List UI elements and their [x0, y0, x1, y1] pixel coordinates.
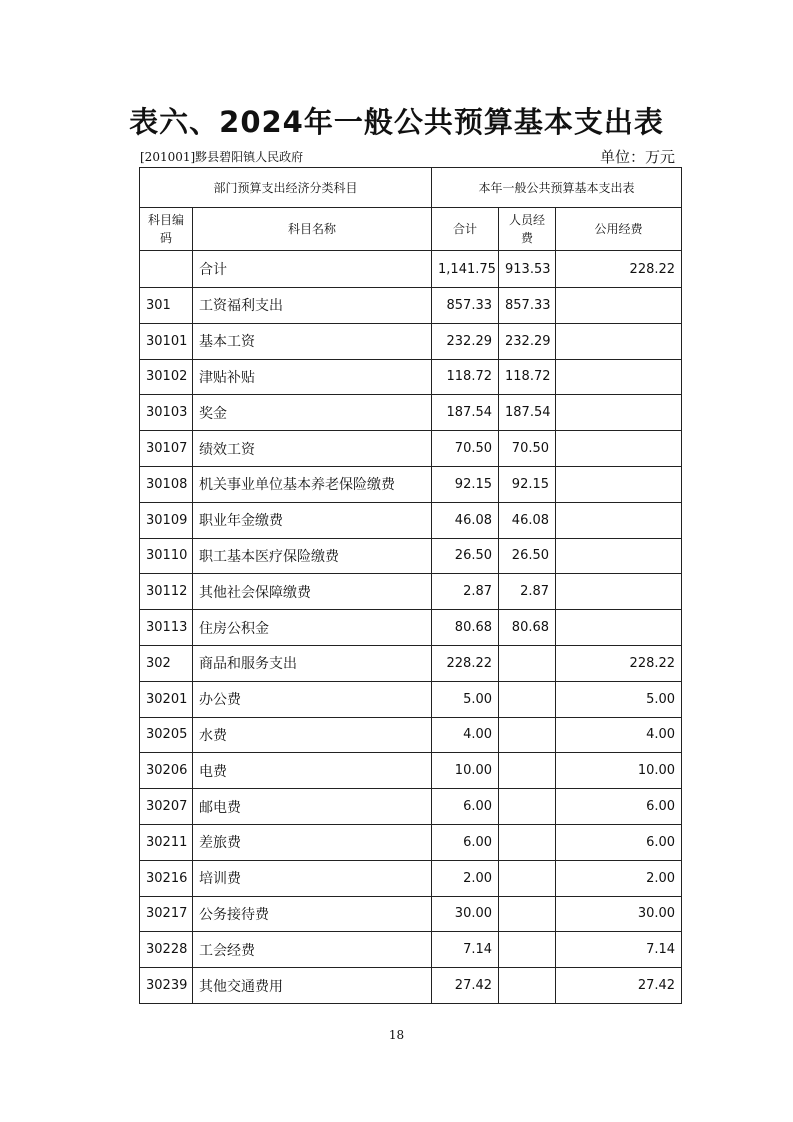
unit-label: 单位：万元: [599, 148, 675, 166]
row-public: [556, 574, 682, 610]
row-name: 津贴补贴: [193, 359, 432, 395]
row-personnel: 26.50: [499, 538, 556, 574]
table-row: [140, 968, 682, 1004]
row-code: 30110: [140, 538, 193, 574]
row-name: 差旅费: [193, 824, 432, 860]
row-public: 4.00: [556, 717, 682, 753]
row-name: 机关事业单位基本养老保险缴费: [193, 466, 432, 502]
row-public: [556, 538, 682, 574]
row-name: 其他社会保障缴费: [193, 574, 432, 610]
table-row: [140, 502, 682, 538]
row-code: 30102: [140, 359, 193, 395]
header-code: 科目编码: [140, 208, 193, 251]
table-row: [140, 645, 682, 681]
page-number: 18: [388, 1028, 405, 1042]
row-total: 5.00: [432, 681, 499, 717]
budget-table: [139, 167, 682, 1004]
total-public: 228.22: [556, 251, 682, 288]
row-public: 5.00: [556, 681, 682, 717]
row-public: 27.42: [556, 968, 682, 1004]
row-personnel: [499, 753, 556, 789]
row-public: [556, 466, 682, 502]
row-public: [556, 323, 682, 359]
table-header-column-row: [140, 208, 682, 251]
organization-label: [201001]黟县碧阳镇人民政府: [140, 150, 304, 164]
row-personnel: [499, 717, 556, 753]
row-public: 30.00: [556, 896, 682, 932]
row-public: 7.14: [556, 932, 682, 968]
header-public: 公用经费: [556, 208, 682, 251]
row-total: 30.00: [432, 896, 499, 932]
table-row: [140, 466, 682, 502]
row-code: 30101: [140, 323, 193, 359]
row-public: [556, 395, 682, 431]
row-total: 46.08: [432, 502, 499, 538]
row-total: 10.00: [432, 753, 499, 789]
header-name: 科目名称: [193, 208, 432, 251]
row-personnel: 118.72: [499, 359, 556, 395]
row-name: 奖金: [193, 395, 432, 431]
row-name: 培训费: [193, 860, 432, 896]
row-code: 302: [140, 645, 193, 681]
row-name: 电费: [193, 753, 432, 789]
table-row: [140, 717, 682, 753]
table-row: [140, 431, 682, 467]
row-public: [556, 502, 682, 538]
row-personnel: [499, 968, 556, 1004]
row-name: 工资福利支出: [193, 288, 432, 324]
total-row: [140, 251, 682, 288]
row-personnel: [499, 645, 556, 681]
table-row: [140, 574, 682, 610]
row-personnel: [499, 932, 556, 968]
row-public: 10.00: [556, 753, 682, 789]
table-row: [140, 681, 682, 717]
row-total: 187.54: [432, 395, 499, 431]
row-name: 公务接待费: [193, 896, 432, 932]
row-personnel: 2.87: [499, 574, 556, 610]
total-name: 合计: [193, 251, 432, 288]
table-row: [140, 896, 682, 932]
table-header-group-row: [140, 168, 682, 208]
header-annual-budget: 本年一般公共预算基本支出表: [432, 168, 682, 208]
total-code: [140, 251, 193, 288]
row-total: 6.00: [432, 824, 499, 860]
row-total: 26.50: [432, 538, 499, 574]
row-personnel: 80.68: [499, 610, 556, 646]
row-total: 2.87: [432, 574, 499, 610]
row-code: 30109: [140, 502, 193, 538]
row-personnel: [499, 789, 556, 825]
row-public: 6.00: [556, 824, 682, 860]
row-name: 其他交通费用: [193, 968, 432, 1004]
row-code: 30205: [140, 717, 193, 753]
table-row: [140, 753, 682, 789]
row-total: 80.68: [432, 610, 499, 646]
row-name: 水费: [193, 717, 432, 753]
row-personnel: 70.50: [499, 431, 556, 467]
row-code: 30216: [140, 860, 193, 896]
row-total: 7.14: [432, 932, 499, 968]
row-code: 30207: [140, 789, 193, 825]
table-body: [140, 288, 682, 1004]
row-total: 118.72: [432, 359, 499, 395]
row-public: 2.00: [556, 860, 682, 896]
table-row: [140, 932, 682, 968]
row-total: 27.42: [432, 968, 499, 1004]
row-public: 6.00: [556, 789, 682, 825]
row-code: 30113: [140, 610, 193, 646]
row-personnel: 46.08: [499, 502, 556, 538]
row-code: 30211: [140, 824, 193, 860]
row-code: 30103: [140, 395, 193, 431]
row-code: 30217: [140, 896, 193, 932]
row-name: 职工基本医疗保险缴费: [193, 538, 432, 574]
row-name: 工会经费: [193, 932, 432, 968]
page-title: 表六、2024年一般公共预算基本支出表: [129, 105, 664, 139]
row-total: 70.50: [432, 431, 499, 467]
table-row: [140, 359, 682, 395]
table-row: [140, 789, 682, 825]
row-total: 6.00: [432, 789, 499, 825]
row-code: 30107: [140, 431, 193, 467]
row-total: 2.00: [432, 860, 499, 896]
row-total: 857.33: [432, 288, 499, 324]
row-personnel: 857.33: [499, 288, 556, 324]
row-name: 办公费: [193, 681, 432, 717]
row-personnel: [499, 681, 556, 717]
table-row: [140, 538, 682, 574]
row-personnel: 187.54: [499, 395, 556, 431]
row-public: [556, 359, 682, 395]
table-row: [140, 323, 682, 359]
row-personnel: 232.29: [499, 323, 556, 359]
header-total: 合计: [432, 208, 499, 251]
row-name: 商品和服务支出: [193, 645, 432, 681]
row-code: 30228: [140, 932, 193, 968]
row-personnel: [499, 896, 556, 932]
row-total: 92.15: [432, 466, 499, 502]
row-name: 职业年金缴费: [193, 502, 432, 538]
row-total: 228.22: [432, 645, 499, 681]
table-row: [140, 288, 682, 324]
total-personnel: 913.53: [499, 251, 556, 288]
row-personnel: [499, 824, 556, 860]
header-personnel: 人员经费: [499, 208, 556, 251]
row-public: [556, 431, 682, 467]
row-code: 301: [140, 288, 193, 324]
header-classification: 部门预算支出经济分类科目: [140, 168, 432, 208]
table-row: [140, 824, 682, 860]
row-public: [556, 288, 682, 324]
row-code: 30206: [140, 753, 193, 789]
row-total: 4.00: [432, 717, 499, 753]
row-name: 邮电费: [193, 789, 432, 825]
row-code: 30112: [140, 574, 193, 610]
row-name: 住房公积金: [193, 610, 432, 646]
row-code: 30239: [140, 968, 193, 1004]
table-row: [140, 610, 682, 646]
row-name: 基本工资: [193, 323, 432, 359]
row-public: [556, 610, 682, 646]
row-public: 228.22: [556, 645, 682, 681]
row-code: 30201: [140, 681, 193, 717]
row-name: 绩效工资: [193, 431, 432, 467]
total-amount: 1,141.75: [432, 251, 499, 288]
table-row: [140, 860, 682, 896]
row-total: 232.29: [432, 323, 499, 359]
row-personnel: [499, 860, 556, 896]
row-personnel: 92.15: [499, 466, 556, 502]
row-code: 30108: [140, 466, 193, 502]
table-row: [140, 395, 682, 431]
